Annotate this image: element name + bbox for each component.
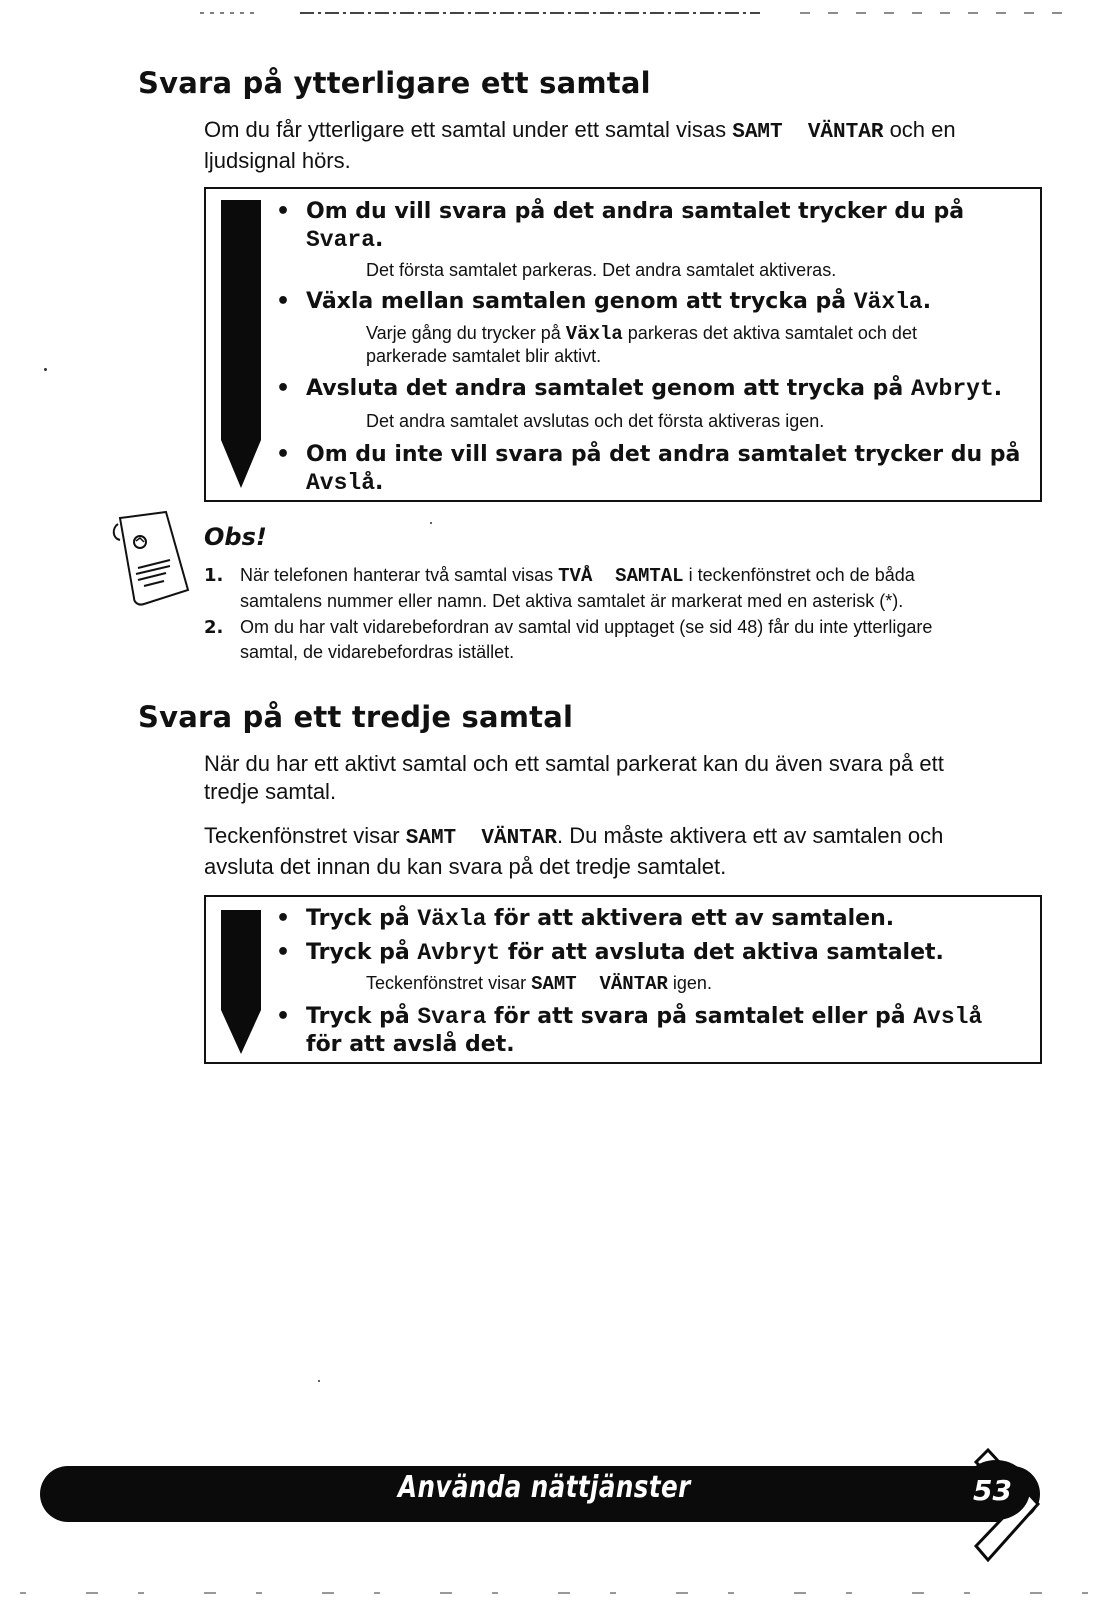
bullet-icon: • bbox=[276, 442, 291, 467]
section-title-additional-call: Svara på ytterligare ett samtal bbox=[138, 66, 651, 100]
para-text: När du har ett aktivt samtal och ett samtal parkerat kan du även svara på ett bbox=[204, 751, 944, 776]
box2-step-1 bbox=[276, 905, 1026, 933]
section2-paragraph-1 bbox=[204, 750, 1064, 806]
box1-step-1 bbox=[276, 198, 1026, 254]
step-text-middle: för att svara på samtalet eller på bbox=[486, 1004, 914, 1029]
softkey-svara: Svara bbox=[417, 1004, 487, 1030]
bullet-icon: • bbox=[276, 199, 291, 224]
step-text: Tryck på bbox=[306, 1004, 418, 1029]
display-code-samt-vantar: SAMT VÄNTAR bbox=[405, 827, 557, 850]
box1-step-3-description: Det andra samtalet avslutas och det första aktiveras igen. bbox=[366, 411, 825, 431]
para-text-line2: avsluta det innan du kan svara på det tredje samtalet. bbox=[204, 854, 727, 879]
note-title: Obs! bbox=[204, 523, 267, 551]
box1-step-2-description bbox=[366, 322, 1026, 367]
desc-text-after: igen. bbox=[667, 973, 712, 993]
box1-step-2 bbox=[276, 288, 1026, 316]
softkey-vaxla: Växla bbox=[853, 289, 923, 315]
scan-speck bbox=[318, 1380, 320, 1382]
box1-step-4 bbox=[276, 441, 1031, 497]
note-text-line2: samtalens nummer eller namn. Det aktiva samtalet är markerat med en asterisk (*). bbox=[240, 591, 904, 611]
step-text-line2: för att avslå det. bbox=[306, 1032, 515, 1057]
scan-noise-bottom bbox=[20, 1590, 1100, 1596]
step-punct: . bbox=[993, 376, 1003, 401]
softkey-avbryt: Avbryt bbox=[417, 940, 501, 966]
note-text: När telefonen hanterar två samtal visas bbox=[240, 565, 559, 585]
box2-step-2-description bbox=[366, 972, 712, 995]
box1-step-1-description: Det första samtalet parkeras. Det andra samtalet aktiveras. bbox=[366, 260, 837, 280]
desc-text: Varje gång du trycker på bbox=[366, 323, 566, 343]
step-text: Om du vill svara på det andra samtalet trycker du på bbox=[306, 199, 965, 224]
down-arrow-icon bbox=[219, 910, 263, 1056]
step-text-after: för att avsluta det aktiva samtalet. bbox=[500, 940, 944, 965]
desc-text-after: parkeras det aktiva samtalet och det bbox=[622, 323, 917, 343]
softkey-avbryt: Avbryt bbox=[910, 376, 994, 402]
display-code-samt-vantar: SAMT VÄNTAR bbox=[732, 121, 884, 144]
step-punct: . bbox=[375, 470, 384, 495]
softkey-svara: Svara bbox=[306, 227, 376, 253]
softkey-vaxla: Växla bbox=[417, 906, 487, 932]
box2-step-2 bbox=[276, 939, 1026, 967]
note-item-1 bbox=[204, 563, 1060, 614]
bullet-icon: • bbox=[276, 940, 291, 965]
box2-step-3 bbox=[276, 1003, 1031, 1059]
intro-text-line2: ljudsignal hörs. bbox=[204, 148, 351, 173]
desc-text: Teckenfönstret visar bbox=[366, 973, 532, 993]
note-paper-icon bbox=[108, 508, 192, 608]
softkey-avsla: Avslå bbox=[913, 1004, 983, 1030]
softkey-vaxla-inline: Växla bbox=[565, 323, 623, 345]
step-text: Växla mellan samtalen genom att trycka på bbox=[306, 289, 854, 314]
box1-step-3 bbox=[276, 375, 1026, 403]
bullet-icon: • bbox=[276, 376, 291, 401]
step-text: Om du inte vill svara på det andra samtalet trycker du på bbox=[306, 442, 1021, 467]
note-item-2 bbox=[204, 615, 1060, 665]
bullet-icon: • bbox=[276, 289, 291, 314]
section1-intro bbox=[204, 116, 1064, 175]
softkey-avsla: Avslå bbox=[306, 470, 376, 496]
intro-text: Om du får ytterligare ett samtal under ett samtal visas bbox=[204, 117, 733, 142]
chapter-title: Använda nättjänster bbox=[398, 1470, 691, 1505]
note-number: 1. bbox=[204, 565, 224, 586]
step-text: Tryck på bbox=[306, 906, 418, 931]
step-text: Avsluta det andra samtalet genom att trycka på bbox=[306, 376, 911, 401]
page-number: 53 bbox=[973, 1474, 1012, 1507]
scan-noise-top bbox=[200, 10, 1070, 16]
note-text: Om du har valt vidarebefordran av samtal vid upptaget (se sid 48) får du inte ytterligare bbox=[240, 617, 933, 637]
desc-text-line2: parkerade samtalet blir aktivt. bbox=[366, 346, 602, 366]
note-text-line2: samtal, de vidarebefordras istället. bbox=[240, 642, 515, 662]
intro-text-after: och en bbox=[883, 117, 956, 142]
step-text-after: för att aktivera ett av samtalen. bbox=[486, 906, 895, 931]
section-title-third-call: Svara på ett tredje samtal bbox=[138, 700, 574, 734]
display-code-samt-vantar: SAMT VÄNTAR bbox=[531, 973, 668, 995]
step-punct: . bbox=[922, 289, 932, 314]
step-text: Tryck på bbox=[306, 940, 418, 965]
para-text-line2: tredje samtal. bbox=[204, 779, 337, 804]
note-number: 2. bbox=[204, 617, 224, 638]
step-punct: . bbox=[375, 227, 384, 252]
note-text-after: i teckenfönstret och de båda bbox=[683, 565, 915, 585]
scan-speck bbox=[430, 522, 432, 524]
para-text: Teckenfönstret visar bbox=[204, 823, 406, 848]
para-text-after: . Du måste aktivera ett av samtalen och bbox=[556, 823, 944, 848]
bullet-icon: • bbox=[276, 906, 291, 931]
scan-speck bbox=[44, 368, 47, 371]
display-code-tva-samtal: TVÅ SAMTAL bbox=[558, 565, 684, 587]
down-arrow-icon bbox=[219, 200, 263, 490]
section2-paragraph-2 bbox=[204, 822, 1064, 881]
bullet-icon: • bbox=[276, 1004, 291, 1029]
